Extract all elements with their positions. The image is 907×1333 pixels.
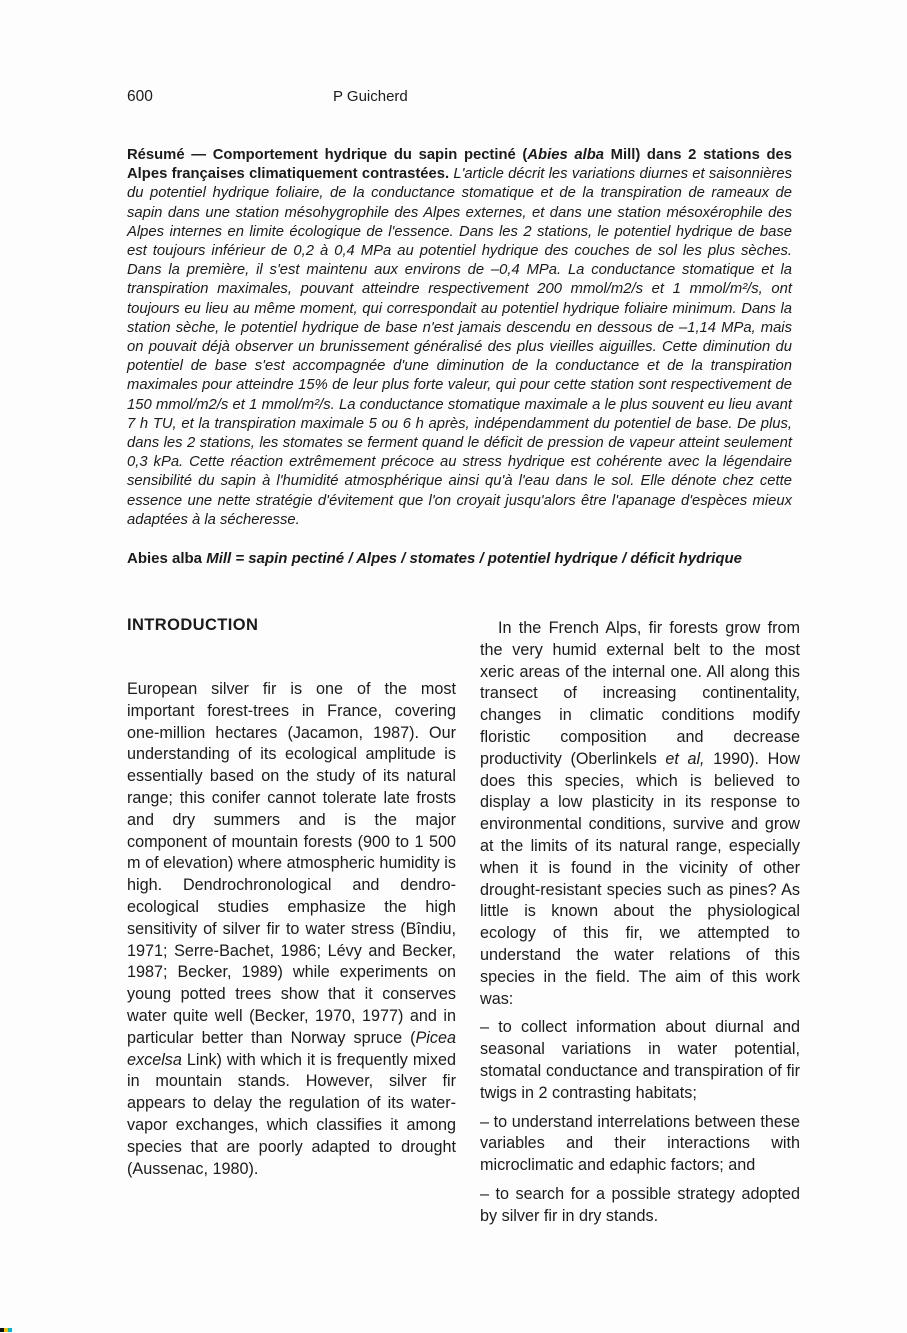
keywords-rest: Mill = sapin pectiné / Alpes / stomates / potentiel hydrique / déficit hydrique <box>202 550 742 567</box>
abstract-species-name: Abies alba <box>527 147 604 163</box>
etal-citation: et al, <box>665 749 705 768</box>
aim-item: – to understand interrelations between these variables and their interactions with microclimatic and edaphic factors; and <box>480 1112 800 1175</box>
aim-item: – to collect information about diurnal and seasonal variations in water potential, stomatal conductance and transpiration of fir twigs in 2 contrasting habitats; <box>480 1018 800 1102</box>
left-paragraph-text: European silver fir is one of the most important forest-trees in France, covering one-million hectares (Jacamon, 1987). Our understanding of its ecological amplitude is essentially based on the study of its natural range; this conifer cannot tolerate late frosts and dry summers and is the major component of mountain forests (900 to 1 500 m of elevation) where atmospheric humidity is high. Dendrochronological and dendro-ecological studies emphasize the high sensitivity of silver fir to water stress (Bîndiu, 1971; Serre-Bachet, 1986; Lévy and Becker, 1987; Becker, 1989) while experiments on young potted trees show that it conserves water quite well (Becker, 1970, 1977) and in particular better than Norway spruce ( <box>127 680 456 1047</box>
abstract-body: L'article décrit les variations diurnes et saisonnières du potentiel hydrique foliaire, de la conductance stomatique et de la transpiration de rameaux de sapin dans une station mésohygrophile des Alpes externes, et dans une station mésoxérophile des Alpes internes en limite écologique de l'essence. Dans les 2 stations, le potentiel hydrique de base est toujours inférieur de 0,2 à 0,4 MPa au potentiel hydrique des couches de sol les plus sèches. Dans la première, il s'est maintenu aux environs de –0,4 MPa. La conductance stomatique et la transpiration maximales, pouvant atteindre respectivement 200 mmol/m2/s et 1 mmol/m²/s, ont toujours eu lieu au même moment, qui correspondait au potentiel hydrique foliaire minimum. Dans la station sèche, le potentiel hydrique de base n'est jamais descendu en dessous de –1,14 MPa, mais on pouvait déjà observer un brunissement généralisé des plus vieilles aiguilles. Cette diminution du potentiel de base s'est accompagnée d'une diminution de la conductance et de la transpiration maximales pour atteindre 15% de leur plus forte valeur, qui pour cette station sont respectivement de 150 mmol/m2/s et 1 mmol/m²/s. La conductance stomatique maximale a le plus souvent eu lieu avant 7 h TU, et la transpiration maximale 5 ou 6 h après, indépendamment du potentiel de base. De plus, dans les 2 stations, les stomates se ferment quand le déficit de pression de vapeur atteint seulement 0,3 kPa. Cette réaction extrêmement précoce au stress hydrique est cohérente avec la légendaire sensibilité du sapin à l'humidité atmosphérique ainsi qu'à l'eau dans le sol. Elle dénote chez cette essence une nette stratégie d'évitement que l'on croyait jusqu'alors être l'apanage d'espèces mieux adaptées à la sécheresse. <box>127 166 792 528</box>
keywords-line <box>127 549 792 568</box>
running-head-author: P Guicherd <box>333 88 408 105</box>
introduction-left-paragraph <box>127 679 456 1180</box>
right-paragraph-text: In the French Alps, fir forests grow from the very humid external belt to the most xeric areas of the internal one. All along this transect of increasing continentality, changes in climatic conditions modify floristic composition and decrease productivity (Oberlinkels <box>480 619 800 768</box>
left-paragraph-text-end: Link) with which it is frequently mixed in mountain stands. However, silver fir appears to delay the regulation of its water-vapor exchanges, which classifies it among species that are poorly adapted to drought (Aussenac, 1980). <box>127 1050 456 1178</box>
introduction-heading: INTRODUCTION <box>127 616 259 634</box>
abstract-title-post: Mill) dans 2 stations des Alpes françaises climatiquement contrastées. <box>127 147 793 183</box>
introduction-right-paragraph <box>480 618 800 1010</box>
abstract-title-pre: Résumé — Comportement hydrique du sapin pectiné ( <box>127 147 528 163</box>
scan-registration-mark <box>0 1328 12 1332</box>
abstract-paragraph <box>127 146 792 530</box>
page-number: 600 <box>127 88 153 105</box>
aim-item: – to search for a possible strategy adopted by silver fir in dry stands. <box>480 1184 800 1225</box>
keywords-species: Abies alba <box>127 550 203 567</box>
right-paragraph-text-end: 1990). How does this species, which is believed to display a low plasticity in its response to environmental conditions, survive and grow at the limits of its natural range, especially when it is found in the vicinity of other drought-resistant species such as pines? As little is known about the physiological ecology of this fir, we attempted to understand the water relations of this species in the field. The aim of this work was: <box>480 749 800 1008</box>
right-column <box>480 618 800 1228</box>
mark-cyan-segment <box>8 1328 12 1332</box>
picea-species-name: Picea excelsa <box>127 1028 456 1069</box>
left-column <box>127 616 456 1180</box>
